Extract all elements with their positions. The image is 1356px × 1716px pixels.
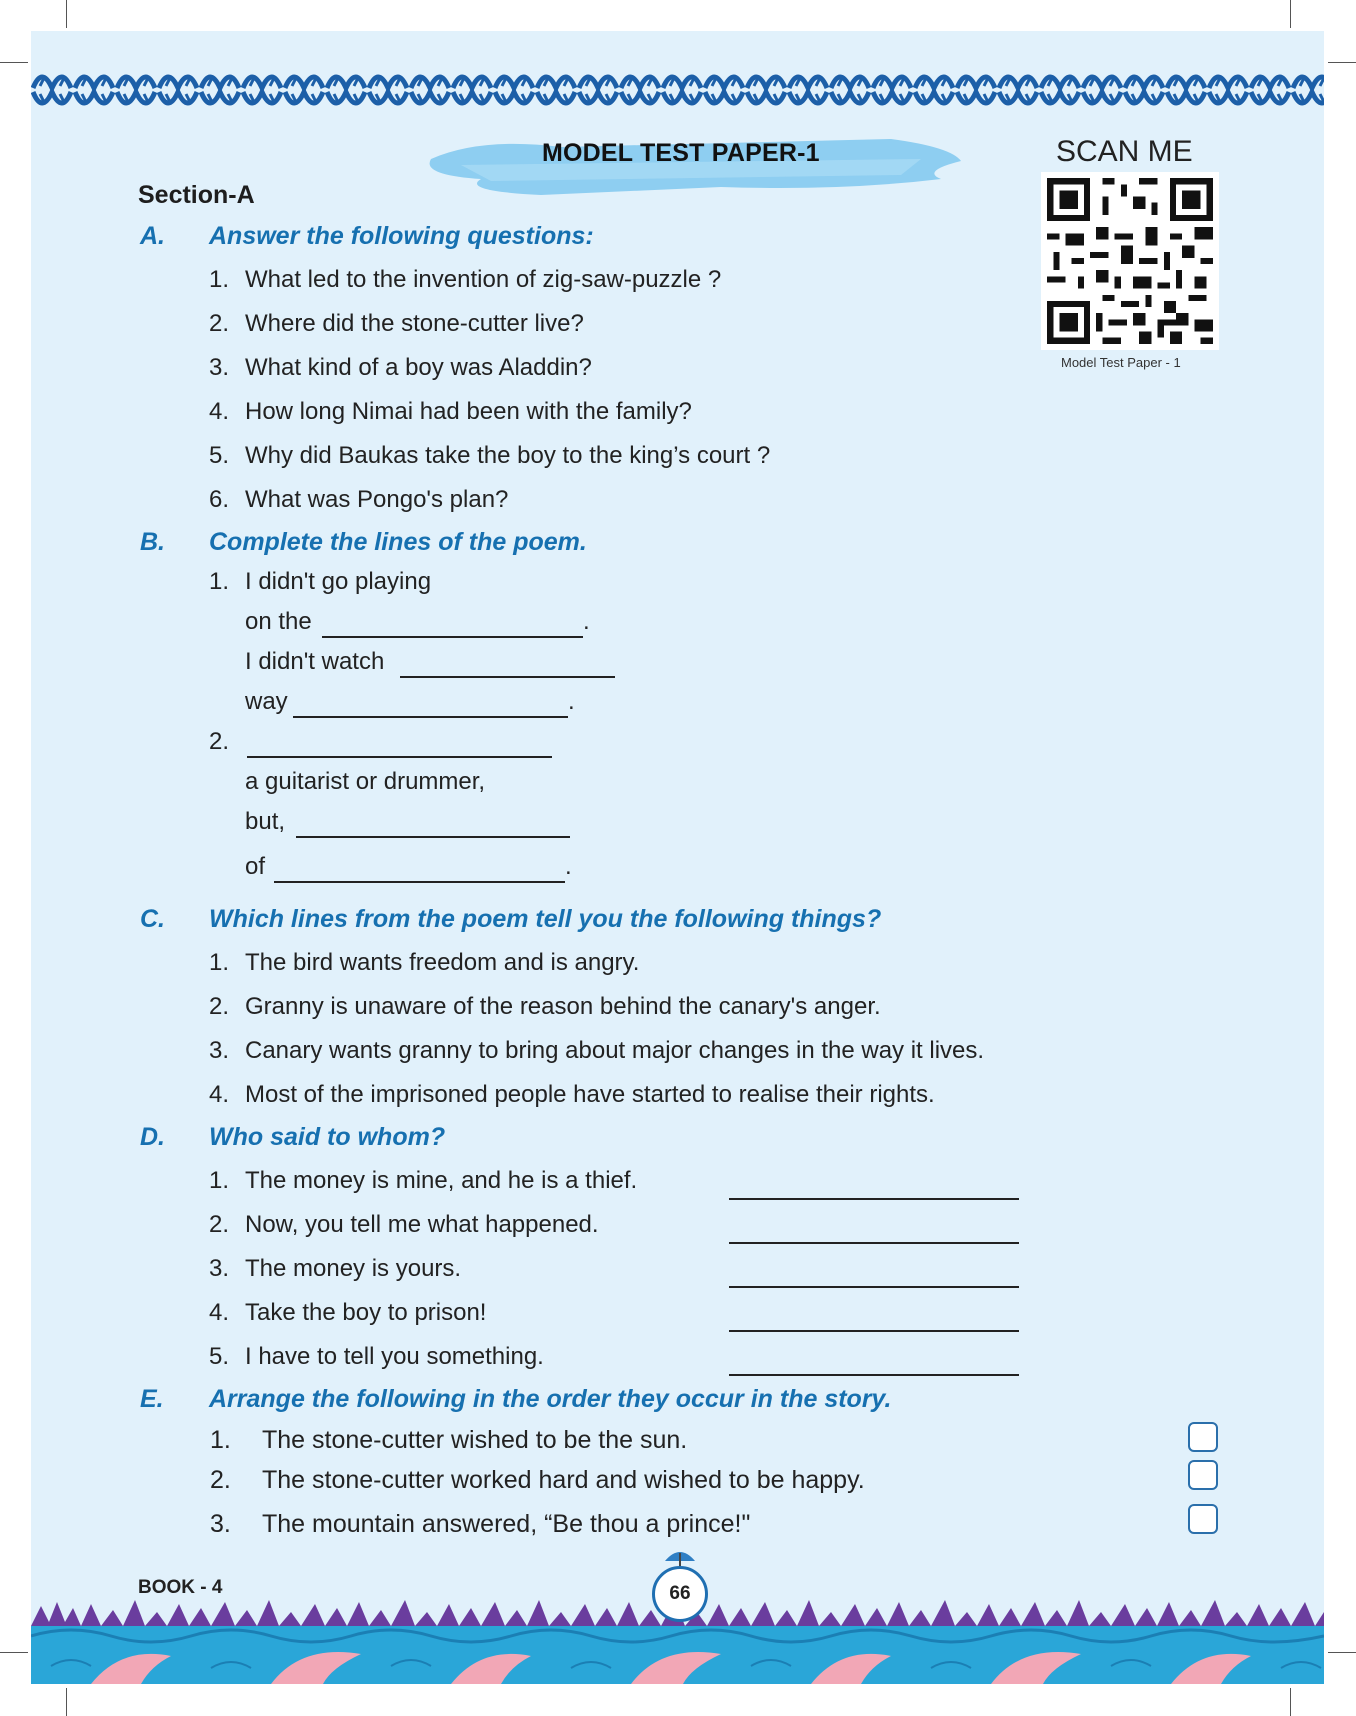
answer-blank[interactable] bbox=[293, 716, 568, 718]
answer-blank[interactable] bbox=[400, 676, 615, 678]
crop-mark bbox=[66, 0, 67, 28]
section-instruction: Complete the lines of the poem. bbox=[209, 528, 587, 556]
crop-mark bbox=[1290, 1688, 1291, 1716]
section-label: Section-A bbox=[138, 181, 255, 209]
crop-mark bbox=[1290, 0, 1291, 28]
section-letter: A. bbox=[140, 222, 165, 250]
page-title: MODEL TEST PAPER-1 bbox=[542, 139, 820, 167]
crop-mark bbox=[0, 62, 28, 63]
answer-blank[interactable] bbox=[729, 1242, 1019, 1244]
section-letter: E. bbox=[140, 1385, 164, 1413]
answer-blank[interactable] bbox=[729, 1198, 1019, 1200]
answer-blank[interactable] bbox=[729, 1374, 1019, 1376]
page-number: 66 bbox=[652, 1566, 708, 1622]
answer-blank[interactable] bbox=[247, 756, 552, 758]
answer-blank[interactable] bbox=[729, 1286, 1019, 1288]
answer-blank[interactable] bbox=[296, 836, 570, 838]
section-letter: B. bbox=[140, 528, 165, 556]
section-instruction: Which lines from the poem tell you the following things? bbox=[209, 905, 882, 933]
scan-me-label: SCAN ME bbox=[1056, 135, 1193, 168]
answer-blank[interactable] bbox=[322, 636, 583, 638]
period: . bbox=[568, 688, 575, 715]
crop-mark bbox=[0, 1652, 28, 1653]
section-instruction: Who said to whom? bbox=[209, 1123, 446, 1151]
section-instruction: Arrange the following in the order they occur in the story. bbox=[209, 1385, 892, 1413]
period: . bbox=[583, 608, 590, 635]
worksheet-page: MODEL TEST PAPER-1 SCAN ME Model Test Paper - 1 Section-A A. Answer the following questions: 1. What led to the invention of zig-saw-puzzle ? 2. Where did the stone-cutter live? 3. What kind of a boy was Aladdin? 4. How long Nimai had been with the family? 5. Why did Baukas take the boy to the king’s court ? 6. What was Pongo's plan? B. Complete the lines of the poem. 1. I didn't go playing on the . I didn't watch way . 2. a guitarist or drummer, but, of . C. Which lines from the poem tell you the following things? 1. The bird wants freedom and is angry. 2. Granny is unaware of the reason behind the canary's anger. 3. Canary wants granny to bring about major changes in the way it lives. 4. Most of the imprisoned people have started to realise their rights. D. Who said to whom? 1. The money is mine, and he is a thief. 2. Now, you tell me what happened. 3. The money is yours. 4. Take the boy to prison! 5. I have to tell you something. E. Arrange the following in the order they occur in the story. 1. The stone-cutter wished to be the sun. 2. The stone-cutter worked hard and wished to be happy. 3. The mountain answered, “Be thou a prince!" BOOK - 4 66 bbox=[31, 31, 1324, 1684]
order-checkbox[interactable] bbox=[1188, 1504, 1218, 1534]
book-label: BOOK - 4 bbox=[138, 1577, 223, 1598]
crop-mark bbox=[1328, 1652, 1356, 1653]
crop-mark bbox=[1328, 62, 1356, 63]
answer-blank[interactable] bbox=[729, 1330, 1019, 1332]
decorative-border bbox=[31, 64, 1324, 116]
section-letter: C. bbox=[140, 905, 165, 933]
answer-blank[interactable] bbox=[274, 881, 565, 883]
section-instruction: Answer the following questions: bbox=[209, 222, 594, 250]
order-checkbox[interactable] bbox=[1188, 1460, 1218, 1490]
period: . bbox=[565, 853, 572, 880]
order-checkbox[interactable] bbox=[1188, 1422, 1218, 1452]
qr-caption: Model Test Paper - 1 bbox=[1061, 355, 1181, 370]
section-letter: D. bbox=[140, 1123, 165, 1151]
crop-mark bbox=[66, 1688, 67, 1716]
qr-code[interactable] bbox=[1041, 172, 1219, 350]
